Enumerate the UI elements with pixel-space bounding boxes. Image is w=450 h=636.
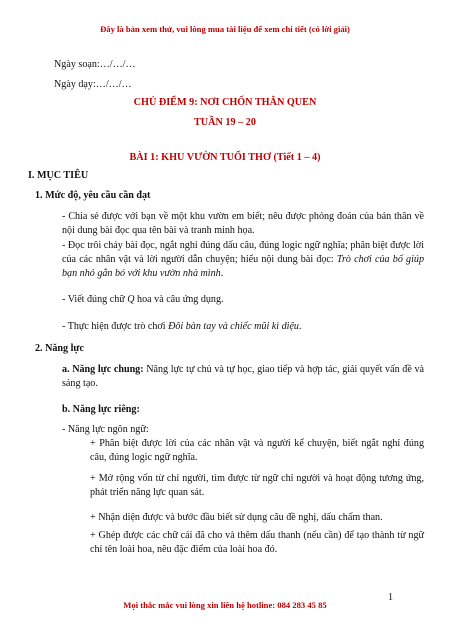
general-competence-text: Năng lực tự chủ và tự học, giao tiếp và hợp tác, giải quyết vấn đề và sáng tạo. [62,364,424,389]
language-item-2: + Mở rộng vốn từ chỉ người, tìm được từ ngữ chỉ người và hoạt động tương ứng, phát triển năng lực quan sát. [90,473,424,498]
objective-bullet-3-italic: Q [127,294,135,305]
general-competence [62,363,424,391]
objective-bullet-4 [62,321,302,333]
subsection-heading-2: 2. Năng lực [35,343,84,354]
objective-bullet-2-end: . [220,268,224,279]
language-item-1: + Phân biệt được lời của các nhân vật và người kể chuyện, biết ngắt nghỉ đúng câu, đúng logic ngữ nghĩa. [90,438,424,463]
teach-date: Ngày dạy:…/…/… [54,79,132,90]
objective-bullet-2-text: - Đọc trôi chảy bài đọc, ngắt nghỉ đúng dấu câu, đúng logic ngữ nghĩa; phân biệt được lời của các nhân vật và lời người dẫn chuyện; hiểu nội dung bài đọc: [62,240,424,265]
page-number: 1 [388,592,394,603]
section-heading: I. MỤC TIÊU [28,170,89,181]
header-banner: Đây là bản xem thử, vui lòng mua tài liệu để xem chi tiết (có lời giải) [100,24,350,34]
language-item-4: + Ghép được các chữ cái đã cho và thêm dấu thanh (nếu cần) để tạo thành từ ngữ chỉ tên loài hoa, nêu đặc điểm của loài hoa đó. [90,530,424,555]
objective-bullet-4-end: . [298,321,302,332]
objective-bullet-3 [62,294,224,306]
objective-bullet-4-italic: Đôi bàn tay và chiếc mũi kì diệu [168,321,299,332]
objective-bullet-3-text: - Viết đúng chữ [62,294,128,305]
objective-bullet-3-end: hoa và câu ứng dụng. [134,294,224,305]
footer-banner: Mọi thắc mắc vui lòng xin liên hệ hotline: 084 283 45 85 [123,600,327,610]
theme-title: CHỦ ĐIỂM 9: NƠI CHỐN THÂN QUEN [133,97,317,108]
week-title: TUẦN 19 – 20 [194,117,256,128]
lesson-title: BÀI 1: KHU VƯỜN TUỔI THƠ (Tiết 1 – 4) [129,152,321,163]
language-item-3: + Nhận diện được và bước đầu biết sử dụng câu đề nghị, dấu chấm than. [90,512,383,523]
objective-bullet-2-italic: Trò chơi của bố giúp bạn nhỏ gắn bó với khu vườn nhà mình [62,254,424,279]
subsection-heading-1: 1. Mức độ, yêu cầu cần đạt [35,190,151,201]
general-competence-label: a. Năng lực chung: [62,364,144,375]
prep-date: Ngày soạn:…/…/… [54,59,136,70]
objective-bullet-2 [62,239,424,281]
objective-bullet-4-text: - Thực hiện được trò chơi [62,321,169,332]
specific-competence-label: b. Năng lực riêng: [62,404,140,415]
objective-bullet-1: - Chia sẻ được với bạn về một khu vườn em biết; nêu được phỏng đoán của bản thân về nội dung bài đọc qua tên bài và tranh minh họa. [62,211,424,236]
language-competence-heading: - Năng lực ngôn ngữ: [62,424,149,435]
